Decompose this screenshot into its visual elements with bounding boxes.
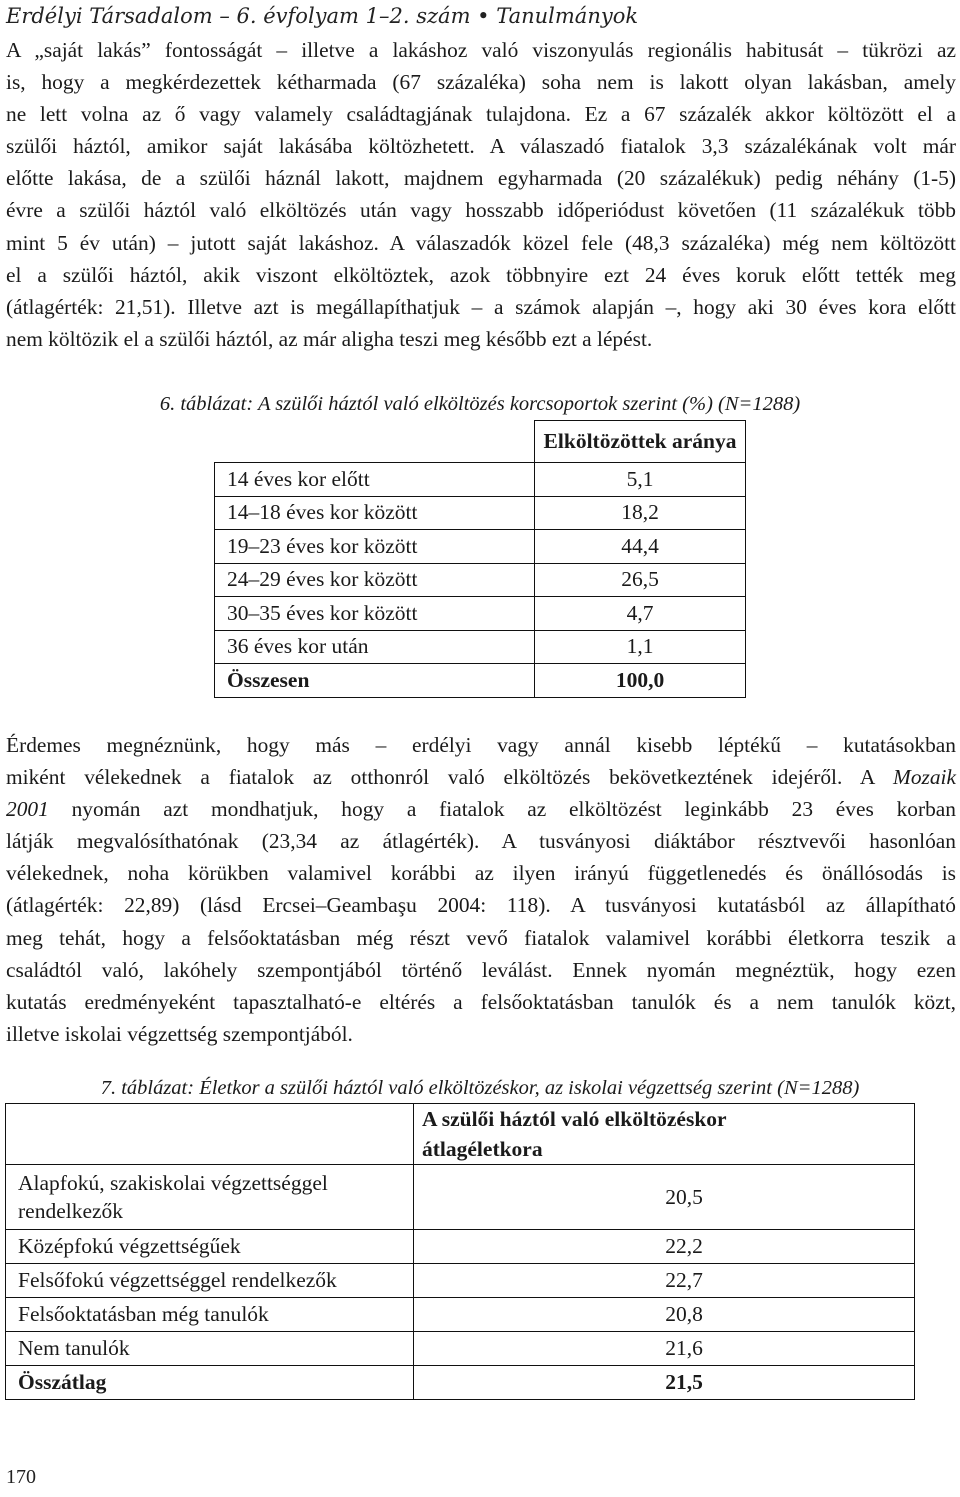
row-value: 44,4 [535, 530, 746, 564]
text-line: vélekednek, noha körükben valamivel korábbi az ilyen irányú függetlenedés és önállósodás is [6, 861, 956, 886]
source-name-emphasis: Mozaik [893, 765, 956, 790]
row-value: 26,5 [535, 563, 746, 597]
row-value: 1,1 [535, 630, 746, 664]
table-moving-out-by-age-group [214, 420, 746, 698]
text-line: évre a szülői háztól való elköltözés után vagy hosszabb időperiódust követően (11 százalékuk több [6, 198, 956, 223]
text-line [6, 793, 956, 825]
table-total-row [215, 664, 746, 698]
text-line: látják megvalósíthatónak (23,34 az átlagérték). A tusványosi diáktábor résztvevői hasonlóan [6, 829, 956, 854]
text-line: illetve iskolai végzettség szempontjából. [6, 1021, 353, 1046]
table-row [215, 496, 746, 530]
table-row [6, 1165, 915, 1230]
row-label: 14–18 éves kor között [215, 496, 535, 530]
table-row [215, 563, 746, 597]
table-row [6, 1264, 915, 1298]
text-line: A „saját lakás” fontosságát – illetve a lakáshoz való viszonyulás regionális habitusát – tükrözi az [6, 38, 956, 62]
total-label: Összesen [215, 664, 535, 698]
row-label: Felsőfokú végzettséggel rendelkezők [6, 1264, 414, 1298]
source-year-emphasis: 2001 [6, 797, 49, 822]
table-row [6, 1230, 915, 1264]
text-line: mint 5 év után) – jutott saját lakáshoz. A válaszadók közel fele (48,3 százaléka) még nem költözött [6, 230, 956, 255]
table-header-row [6, 1104, 915, 1165]
row-label [6, 1165, 414, 1230]
row-value: 22,2 [414, 1230, 915, 1264]
text-line: Érdemes megnéznünk, hogy más – erdélyi vagy annál kisebb léptékű – kutatásokban [6, 733, 956, 757]
table-row [215, 630, 746, 664]
table6-caption: 6. táblázat: A szülői háztól való elköltözés korcsoportok szerint (%) (N=1288) [159, 393, 801, 415]
row-value: 20,8 [414, 1298, 915, 1332]
table-header-blank-cell [215, 421, 535, 463]
total-label: Összátlag [6, 1366, 414, 1400]
row-value: 20,5 [414, 1165, 915, 1230]
row-value: 22,7 [414, 1264, 915, 1298]
paragraph-housing [6, 34, 956, 355]
text-line: kutatás eredményeként tapasztalható-e eltérés a felsőoktatásban tanulók és a nem tanulók közt, [6, 989, 956, 1014]
row-value: 4,7 [535, 597, 746, 631]
text-segment: nyomán azt mondhatjuk, hogy a fiatalok az elköltözést leginkább 23 éves korban [48, 797, 956, 822]
table-header-row [215, 421, 746, 463]
table-row [6, 1332, 915, 1366]
running-header: Erdélyi Társadalom – 6. évfolyam 1–2. szám • Tanulmányok [6, 4, 639, 28]
text-line: nem költözik el a szülői háztól, az már aligha teszi meg később ezt a lépést. [6, 326, 653, 351]
text-line [6, 761, 956, 793]
text-segment: miként vélekednek a fiatalok az otthonról való elköltözés bekövetkeztének idejéről. A [6, 765, 894, 790]
table7-caption: 7. táblázat: Életkor a szülői háztól való elköltözéskor, az iskolai végzettség szerint (N=1288) [100, 1077, 860, 1099]
row-value: 21,6 [414, 1332, 915, 1366]
row-label-line: Alapfokú, szakiskolai végzettséggel [18, 1171, 328, 1195]
table-age-at-moving-by-education [5, 1103, 915, 1400]
table-row [215, 463, 746, 497]
page-number: 170 [6, 1466, 36, 1488]
column-header-line: A szülői háztól való elköltözéskor [422, 1107, 727, 1131]
row-label: Felsőoktatásban még tanulók [6, 1298, 414, 1332]
row-value: 5,1 [535, 463, 746, 497]
column-header-line: átlagéletkora [422, 1137, 543, 1161]
table-row [215, 530, 746, 564]
row-label: Nem tanulók [6, 1332, 414, 1366]
row-value: 18,2 [535, 496, 746, 530]
row-label: 30–35 éves kor között [215, 597, 535, 631]
table-row [6, 1298, 915, 1332]
paragraph-other-studies [6, 729, 956, 1050]
text-line: meg tehát, hogy a felsőoktatásban még részt vevő fiatalok valamivel korábbi életkorra teszik a [6, 925, 956, 950]
row-label: Középfokú végzettségűek [6, 1230, 414, 1264]
row-label: 24–29 éves kor között [215, 563, 535, 597]
table-header-blank-cell [6, 1104, 414, 1165]
text-line: is, hogy a megkérdezettek kétharmada (67 százaléka) soha nem is lakott olyan lakásban, amely [6, 70, 956, 95]
column-header: Elköltözöttek aránya [535, 421, 746, 463]
text-line: előtte lakása, de a szülői háznál lakott, majdnem egyharmada (20 százalékuk) pedig néhány (1-5) [6, 166, 956, 191]
text-line: ne lett volna az ő vagy valamely családtagjának tulajdona. Ez a 67 százalék akkor költözött el a [6, 102, 956, 127]
row-label: 19–23 éves kor között [215, 530, 535, 564]
row-label: 14 éves kor előtt [215, 463, 535, 497]
text-line: el a szülői háztól, akik viszont elköltöztek, azok többnyire ezt 24 éves koruk előtt tették meg [6, 262, 956, 287]
row-label-line: rendelkezők [18, 1199, 124, 1223]
text-line: (átlagérték: 21,51). Illetve azt is megállapíthatjuk – a számok alapján –, hogy aki 30 éves kora előtt [6, 294, 956, 319]
row-label: 36 éves kor után [215, 630, 535, 664]
total-value: 100,0 [535, 664, 746, 698]
column-header [414, 1104, 915, 1165]
text-line: (átlagérték: 22,89) (lásd Ercsei–Geambaşu 2004: 118). A tusványosi kutatásból az állapítható [6, 893, 956, 918]
table-row [215, 597, 746, 631]
total-value: 21,5 [414, 1366, 915, 1400]
text-line: szülői háztól, amikor saját lakásába költözhetett. A válaszadó fiatalok 3,3 százalékának volt már [6, 134, 956, 159]
text-line: családtól való, lakóhely szempontjából történő leválást. Ennek nyomán megnéztük, hogy ezen [6, 957, 956, 982]
table-total-row [6, 1366, 915, 1400]
